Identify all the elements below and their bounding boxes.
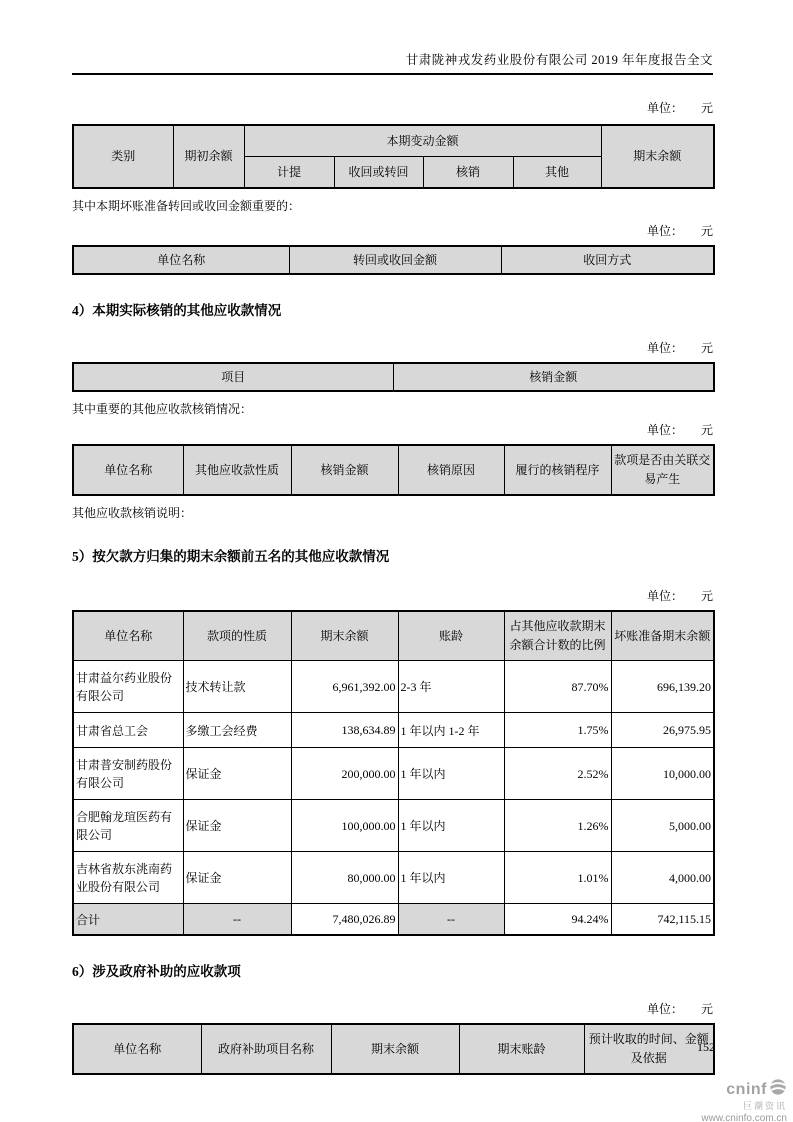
table-cell: 7,480,026.89	[291, 904, 398, 936]
note-important-writeoff: 其中重要的其他应收款核销情况：	[72, 402, 253, 416]
table-cell: 87.70%	[504, 661, 611, 713]
unit-label-text: 单位：	[646, 101, 683, 115]
column-header-writeoff-amount: 核销金额	[393, 363, 714, 391]
column-header-aging: 账龄	[398, 611, 504, 661]
table-cell: 1.75%	[504, 713, 611, 748]
column-header-recovery-method: 收回方式	[501, 246, 714, 274]
column-header-current-change: 本期变动金额	[244, 125, 601, 157]
cninfo-brand-row	[701, 1078, 787, 1101]
unit-value-text: 元	[700, 1002, 713, 1016]
table-cell: 200,000.00	[291, 748, 398, 800]
table-cell: 保证金	[183, 800, 291, 852]
column-header-related-party: 款项是否由关联交易产生	[611, 445, 714, 495]
table-row	[73, 852, 714, 904]
table-cell: 甘肃普安制药股份有限公司	[73, 748, 183, 800]
unit-label-text: 单位：	[646, 589, 683, 603]
table-header-row	[73, 246, 714, 274]
cninfo-brand-cn: 巨潮资讯	[742, 1100, 787, 1111]
column-header-unit-name: 单位名称	[73, 445, 183, 495]
bad-debt-change-table	[72, 124, 715, 189]
government-subsidy-table	[72, 1023, 715, 1075]
table-row	[73, 661, 714, 713]
table-cell: 1.26%	[504, 800, 611, 852]
table-cell: 80,000.00	[291, 852, 398, 904]
column-header-opening-balance: 期初余额	[173, 125, 244, 188]
unit-label	[72, 222, 713, 239]
column-header-writeoff: 核销	[423, 157, 513, 189]
column-header-accrual: 计提	[244, 157, 334, 189]
table-cell: 甘肃省总工会	[73, 713, 183, 748]
table-cell: 100,000.00	[291, 800, 398, 852]
column-header-closing-balance: 期末余额	[601, 125, 714, 188]
cninfo-logo	[701, 1078, 787, 1122]
note-important-recovery: 其中本期坏账准备转回或收回金额重要的：	[72, 199, 301, 213]
unit-label	[72, 587, 713, 604]
table-cell: 10,000.00	[611, 748, 714, 800]
column-header-other: 其他	[513, 157, 601, 189]
column-header-recovered: 收回或转回	[334, 157, 423, 189]
unit-label-text: 单位：	[646, 423, 683, 437]
table-cell: 1 年以内	[398, 748, 504, 800]
table-cell: 2-3 年	[398, 661, 504, 713]
table-header-row	[73, 125, 714, 157]
column-header-subsidy-project: 政府补助项目名称	[201, 1024, 331, 1074]
unit-label	[72, 1000, 713, 1017]
table-cell: 138,634.89	[291, 713, 398, 748]
unit-label-text: 单位：	[646, 1002, 683, 1016]
table-cell: 保证金	[183, 748, 291, 800]
table-cell: 1 年以内 1-2 年	[398, 713, 504, 748]
unit-label	[72, 99, 713, 116]
table-cell: 26,975.95	[611, 713, 714, 748]
cninfo-brand-text: cninf	[726, 1080, 767, 1098]
table-cell: 合计	[73, 904, 183, 936]
column-header-writeoff-procedure: 履行的核销程序	[504, 445, 611, 495]
table-cell: 1 年以内	[398, 852, 504, 904]
table-cell: 94.24%	[504, 904, 611, 936]
unit-value-text: 元	[700, 224, 713, 238]
table-header-row	[73, 445, 714, 495]
table-cell: 742,115.15	[611, 904, 714, 936]
cninfo-swirl-icon	[769, 1078, 787, 1101]
column-header-category: 类别	[73, 125, 173, 188]
table-cell: 技术转让款	[183, 661, 291, 713]
cninfo-brand-url: www.cninfo.com.cn	[701, 1113, 787, 1122]
unit-value-text: 元	[700, 101, 713, 115]
table-header-row	[73, 363, 714, 391]
table-header-row	[73, 611, 714, 661]
table-cell: 2.52%	[504, 748, 611, 800]
table-cell: 保证金	[183, 852, 291, 904]
column-header-recovered-amount: 转回或收回金额	[289, 246, 501, 274]
column-header-receivable-nature: 其他应收款性质	[183, 445, 291, 495]
table-cell: 4,000.00	[611, 852, 714, 904]
unit-value-text: 元	[700, 341, 713, 355]
column-header-unit-name: 单位名称	[73, 611, 183, 661]
column-header-unit-name: 单位名称	[73, 246, 289, 274]
column-header-expected-collection: 预计收取的时间、金额及依据	[584, 1024, 714, 1074]
table-row	[73, 748, 714, 800]
section-heading-6: 6）涉及政府补助的应收款项	[72, 964, 241, 979]
table-total-row	[73, 904, 714, 936]
report-header-title: 甘肃陇神戎发药业股份有限公司 2019 年年度报告全文	[72, 0, 713, 75]
column-header-writeoff-amount: 核销金额	[291, 445, 398, 495]
table-cell: 1 年以内	[398, 800, 504, 852]
unit-label-text: 单位：	[646, 341, 683, 355]
note-writeoff-explanation: 其他应收款核销说明：	[72, 506, 193, 520]
unit-label-text: 单位：	[646, 224, 683, 238]
column-header-unit-name: 单位名称	[73, 1024, 201, 1074]
top5-other-receivables-table	[72, 610, 715, 936]
column-header-writeoff-reason: 核销原因	[398, 445, 504, 495]
recovery-table	[72, 245, 715, 275]
section-heading-5: 5）按欠款方归集的期末余额前五名的其他应收款情况	[72, 549, 390, 564]
column-header-bad-debt-balance: 坏账准备期末余额	[611, 611, 714, 661]
table-cell: 合肥翰龙瑄医药有限公司	[73, 800, 183, 852]
table-cell: 吉林省敖东洮南药业股份有限公司	[73, 852, 183, 904]
column-header-closing-aging: 期末账龄	[459, 1024, 584, 1074]
unit-label	[72, 421, 713, 438]
table-cell: 696,139.20	[611, 661, 714, 713]
column-header-proportion: 占其他应收款期末余额合计数的比例	[504, 611, 611, 661]
table-cell: 6,961,392.00	[291, 661, 398, 713]
table-cell: 1.01%	[504, 852, 611, 904]
unit-value-text: 元	[700, 423, 713, 437]
page-number: 152	[697, 1040, 715, 1054]
table-cell: 甘肃益尔药业股份有限公司	[73, 661, 183, 713]
table-row	[73, 713, 714, 748]
section-heading-4: 4）本期实际核销的其他应收款情况	[72, 303, 282, 318]
table-header-row	[73, 1024, 714, 1074]
report-content	[72, 0, 713, 1075]
column-header-nature: 款项的性质	[183, 611, 291, 661]
table-cell: 5,000.00	[611, 800, 714, 852]
table-cell: --	[183, 904, 291, 936]
unit-value-text: 元	[700, 589, 713, 603]
writeoff-table	[72, 362, 715, 392]
column-header-closing-balance: 期末余额	[331, 1024, 459, 1074]
unit-label	[72, 339, 713, 356]
column-header-item: 项目	[73, 363, 393, 391]
important-writeoff-table	[72, 444, 715, 496]
table-row	[73, 800, 714, 852]
table-cell: 多缴工会经费	[183, 713, 291, 748]
column-header-closing-balance: 期末余额	[291, 611, 398, 661]
table-cell: --	[398, 904, 504, 936]
